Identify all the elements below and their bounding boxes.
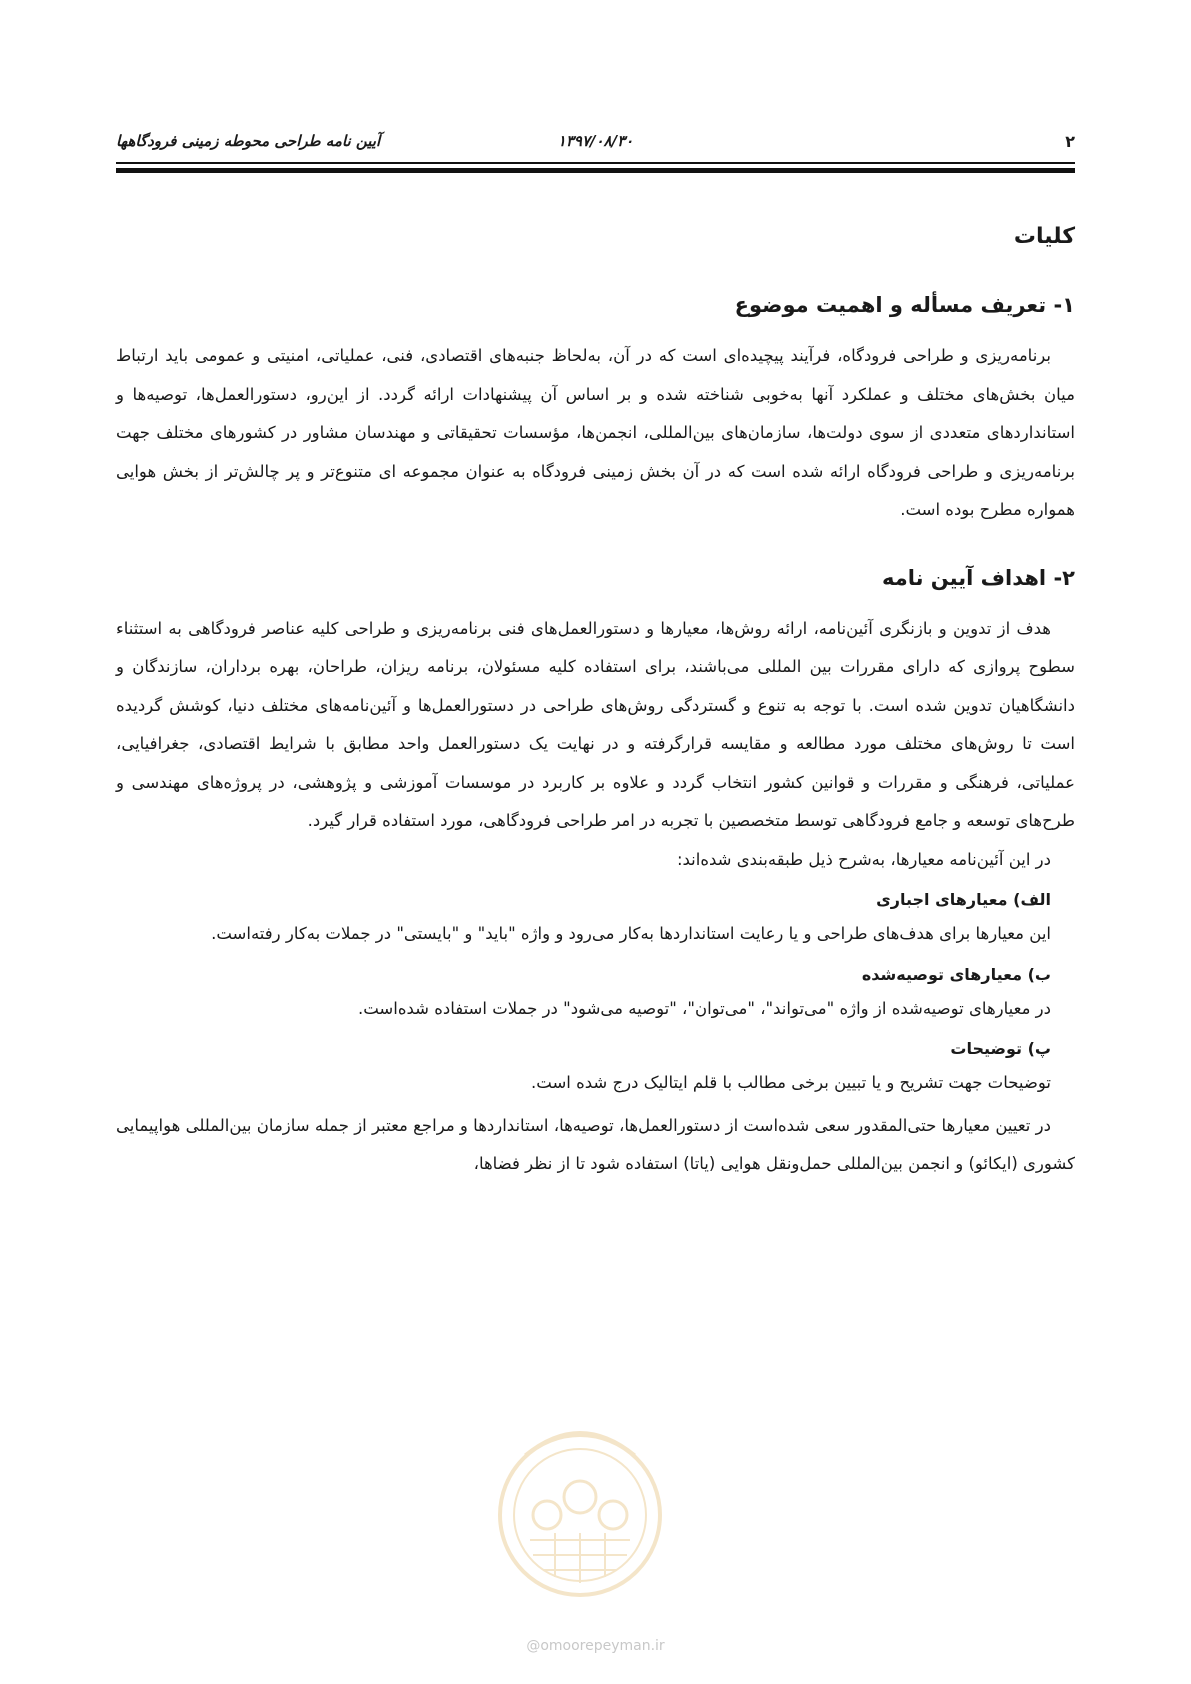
page-content [116, 210, 1075, 1184]
watermark: @omoorepeyman.ir [526, 1638, 665, 1654]
section1-heading: ۱- تعریف مسأله و اهمیت موضوع [734, 293, 1075, 317]
stamp-seal-icon [485, 1415, 675, 1605]
section2-paragraph1: هدف از تدوین و بازنگری آئین‌نامه، ارائه روش‌ها، معیارها و دستورالعمل‌های فنی برنامه‌ریزی و طراحی کلیه عناصر فرودگاهی به استثناء سطوح پروازی که دارای مقررات بین المللی می‌باشند، برای استفاده کلیه مسئولان، برنامه ریزان، طراحان، بهره برداران، سازندگان و دانشگاهیان تدوین شده است. با توجه به تنوع و گستردگی روش‌های طراحی در دستورالعمل‌ها و آئین‌نامه‌های مختلف دنیا، کوشش گردیده است تا روش‌های مختلف مورد مطالعه و مقایسه قرارگرفته و در نهایت یک دستورالعمل واحد مطابق با شرایط اقتصادی، جغرافیایی، عملیاتی، فرهنگی و مقررات و قوانین کشور انتخاب گردد و علاوه بر کاربرد در موسسات آموزشی و پژوهشی، در پروژه‌های مهندسی و طرح‌های توسعه و جامع فرودگاهی توسط متخصصین با تجربه در امر طراحی فرودگاهی، مورد استفاده قرار گیرد. [116, 618, 1075, 830]
header-rule-thick [116, 168, 1075, 173]
header-date: ۱۳۹۷/۰۸/۳۰ [557, 132, 634, 150]
section1-paragraph: برنامه‌ریزی و طراحی فرودگاه، فرآیند پیچیده‌ای است که در آن، به‌لحاظ جنبه‌های اقتصادی، فنی، عملیاتی، امنیتی و عمومی باید ارتباط میان بخش‌های مختلف و عملکرد آنها به‌خوبی شناخته شده و بر اساس آن پیشنهادات ارائه گردد. از این‌رو، دستورالعمل‌ها، توصیه‌ها و استانداردهای متعددی از سوی دولت‌ها، سازمان‌های بین‌المللی، انجمن‌ها، مؤسسات تحقیقاتی و مهندسان مشاور در کشورهای مختلف جهت برنامه‌ریزی و طراحی فرودگاه ارائه شده است که در آن بخش زمینی فرودگاه به عنوان مجموعه ای متنوع‌تر و پر چالش‌تر از بخش هوایی همواره مطرح بوده است. [116, 346, 1075, 519]
item-c-title: پ) توضیحات [950, 1039, 1051, 1058]
page-header [116, 128, 1075, 156]
item-c-text: توضیحات جهت تشریح و یا تبیین برخی مطالب با قلم ایتالیک درج شده است. [531, 1073, 1051, 1092]
item-a-title: الف) معیارهای اجباری [876, 890, 1051, 909]
header-title: آیین نامه طراحی محوطه زمینی فرودگاهها [116, 132, 381, 150]
item-a-text: این معیارها برای هدف‌های طراحی و یا رعایت استانداردها به‌کار می‌رود و واژه "باید" و "بایستی" در جملات به‌کار رفته‌است. [211, 924, 1051, 943]
page-number: ۲ [1065, 132, 1075, 151]
section-main-title: کلیات [1013, 224, 1075, 249]
section2-paragraph3: در تعیین معیارها حتی‌المقدور سعی شده‌است از دستورالعمل‌ها، توصیه‌ها، استانداردها و مراجع معتبر از جمله سازمان بین‌المللی هواپیمایی کشوری (ایکائو) و انجمن بین‌المللی حمل‌ونقل هوایی (یاتا) استفاده شود تا از نظر فضاها، [116, 1115, 1075, 1173]
item-b-text: در معیارهای توصیه‌شده از واژه "می‌تواند"، "می‌توان"، "توصیه می‌شود" در جملات استفاده شده‌است. [357, 998, 1051, 1018]
section2-paragraph2: در این آئین‌نامه معیارها، به‌شرح ذیل طبقه‌بندی شده‌اند: [676, 849, 1051, 869]
section2-heading: ۲- اهداف آیین نامه [881, 565, 1075, 590]
item-b-title: ب) معیارهای توصیه‌شده [861, 964, 1051, 984]
header-rule-thin [116, 162, 1075, 164]
